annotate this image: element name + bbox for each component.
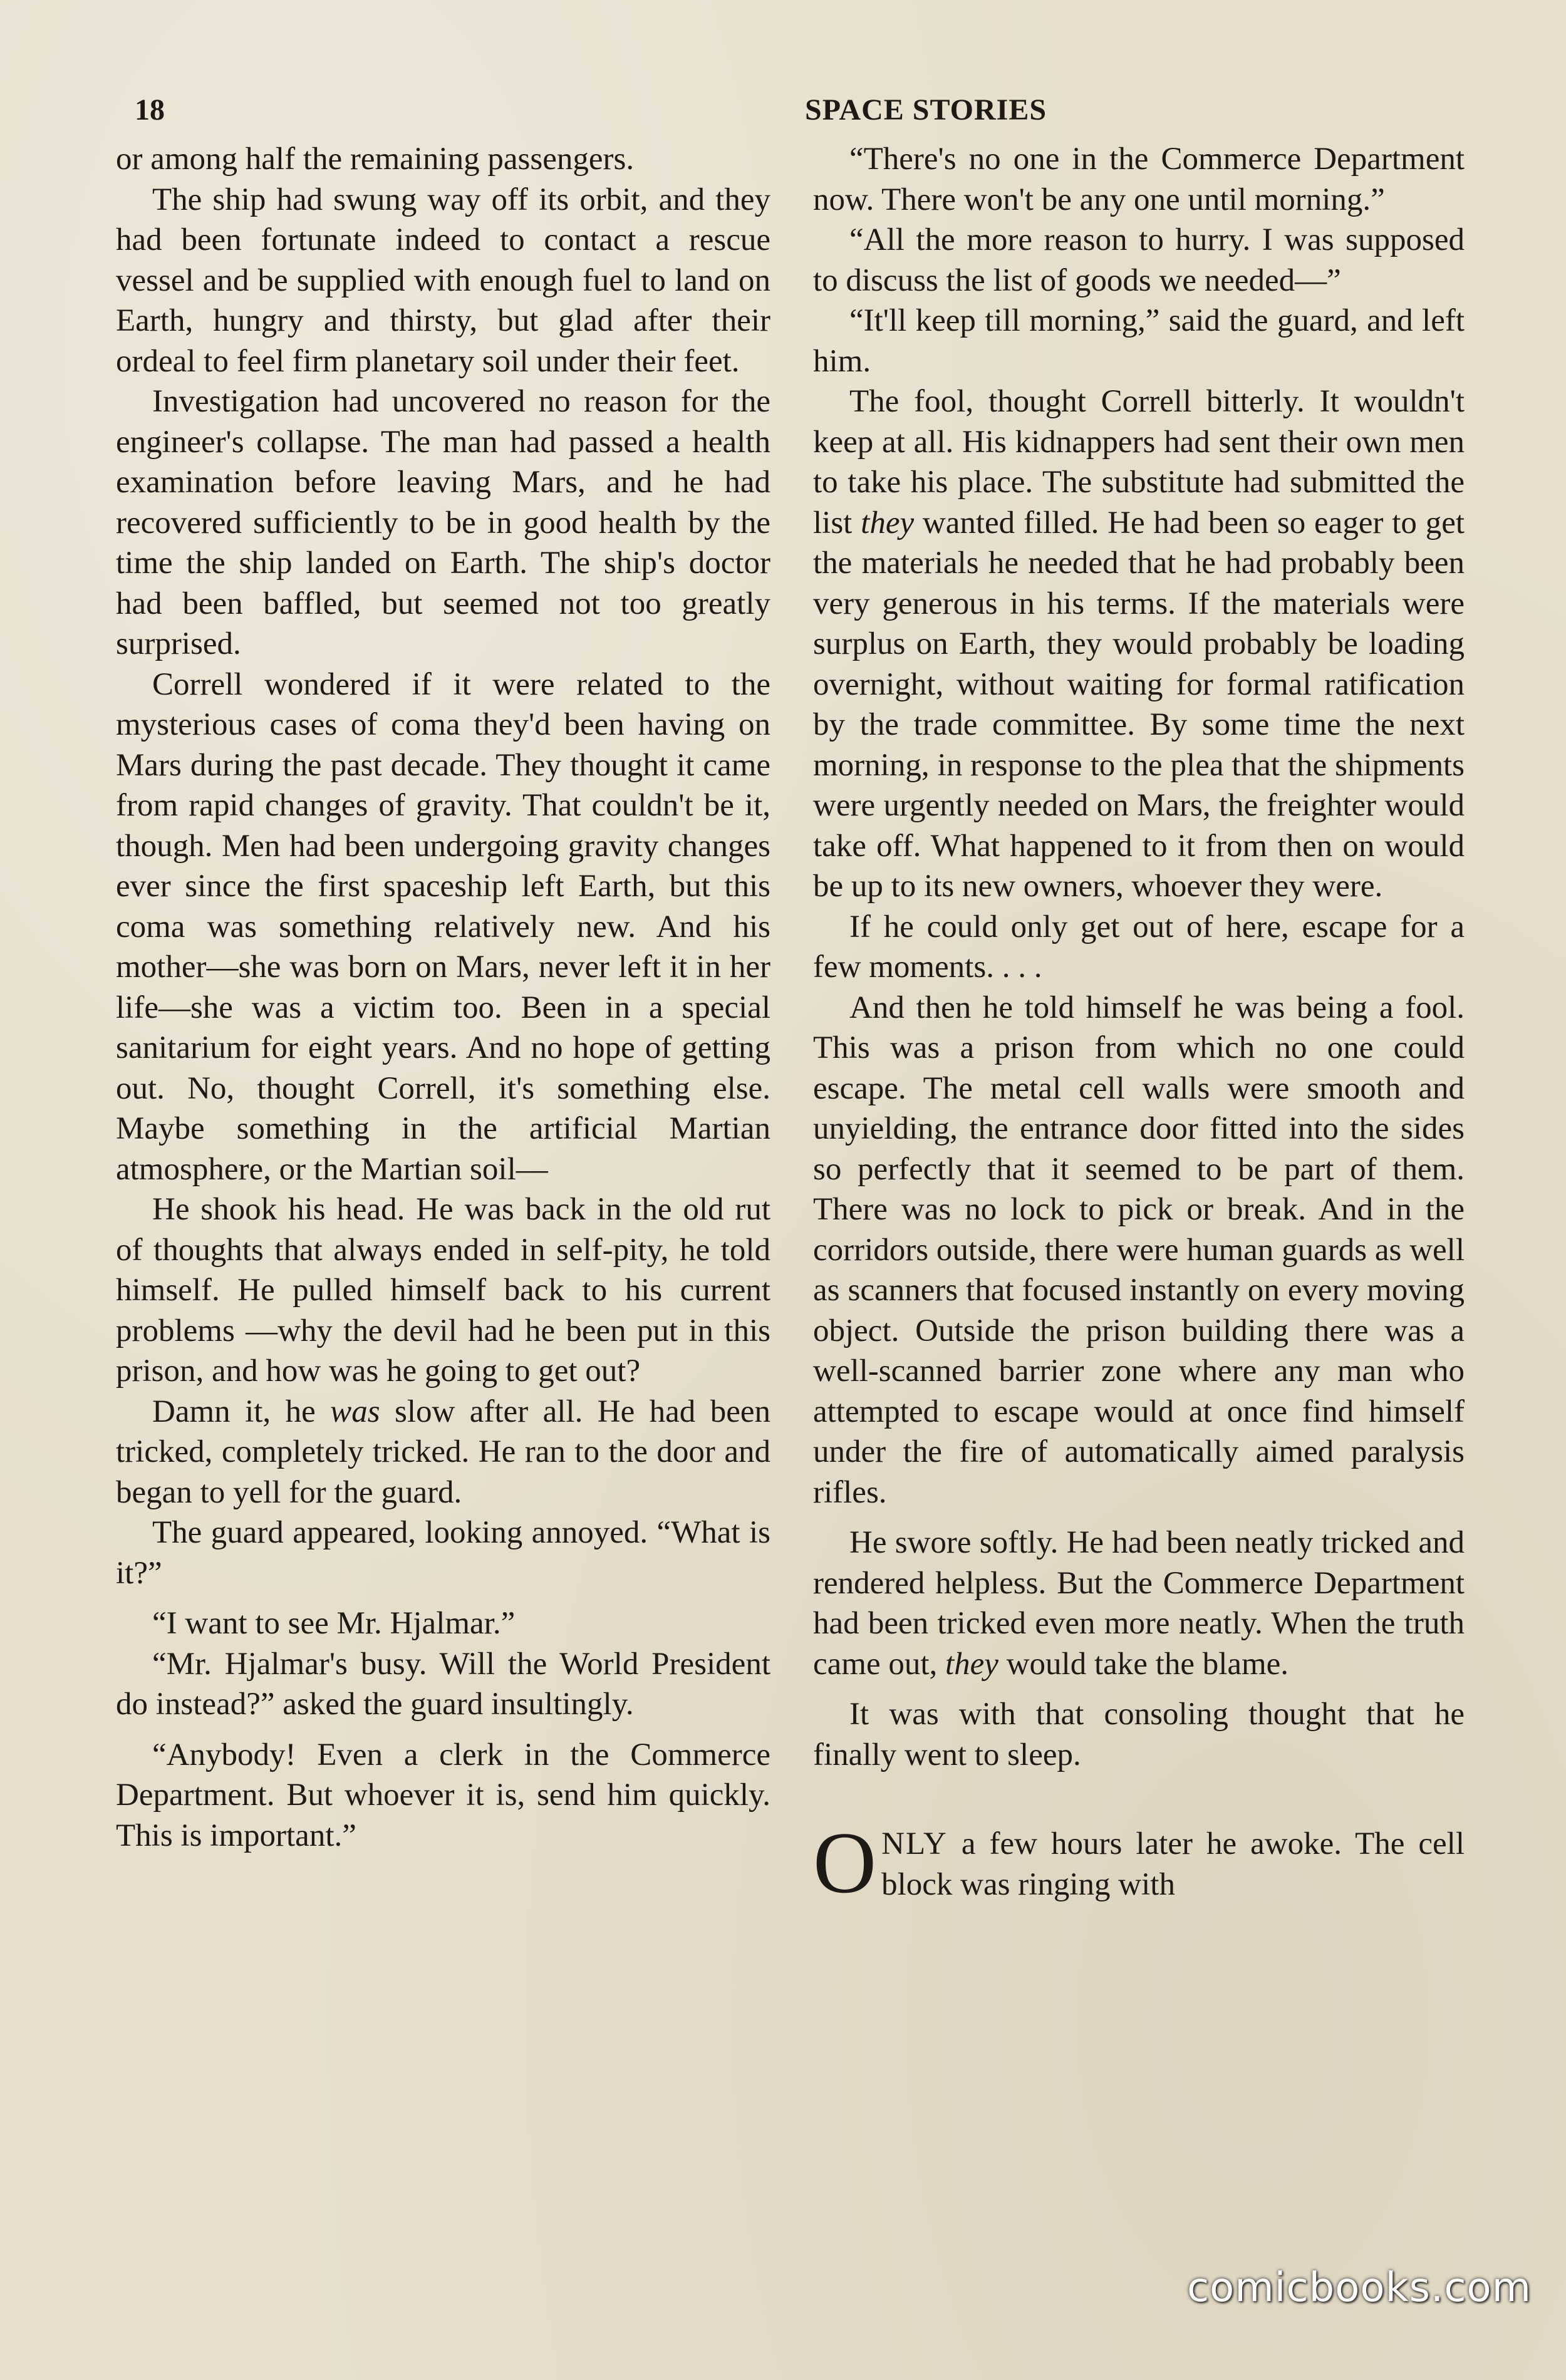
paragraph — [813, 1523, 1465, 1684]
paragraph: Correll wondered if it were related to the mysterious cases of coma they'd been having on Mars during the past decade. They thought it came from rapid changes of gravity. That couldn't be it, though. Men had been undergoing gravity changes ever since the first spaceship left Earth, but this coma was something relatively new. And his mother—she was born on Mars, never left it in her life—she was a victim too. Been in a special sanitarium for eight years. And no hope of getting out. No, thought Correll, it's something else. Maybe something in the artificial Martian atmosphere, or the Martian soil— — [116, 666, 770, 1187]
paragraph: “I want to see Mr. Hjalmar.” — [152, 1606, 516, 1641]
paragraph: “Mr. Hjalmar's busy. Will the World President do instead?” asked the guard insultingly. — [116, 1646, 770, 1722]
right-column — [813, 139, 1465, 1912]
text-run: a few hours later he awoke. The cell block was ringing with — [881, 1826, 1465, 1902]
drop-cap: O — [813, 1814, 877, 1912]
running-title: SPACE STORIES — [805, 93, 1047, 127]
small-caps-lead: NLY — [881, 1826, 948, 1861]
section-opening-paragraph — [813, 1814, 1465, 1912]
paragraph — [116, 1392, 770, 1513]
text-run: slow after all. He had been tricked, completely tricked. He ran to the door and began to yell for the guard. — [116, 1394, 771, 1510]
left-column — [116, 139, 770, 1856]
paragraph: The ship had swung way off its orbit, and they had been fortunate indeed to contact a rescue vessel and be supplied with enough fuel to land on Earth, hungry and thirsty, but glad after their ordeal to feel firm planetary soil under their feet. — [116, 182, 770, 379]
paragraph: He shook his head. He was back in the old rut of thoughts that always ended in self-pity, he told himself. He pulled himself back to his current problems —why the devil had he been put in this prison, and how was he going to get out? — [116, 1192, 770, 1389]
paragraph: “It'll keep till morning,” said the guard, and left him. — [813, 303, 1465, 379]
spacer — [116, 1593, 770, 1603]
text-run: Damn it, he — [152, 1394, 316, 1429]
paragraph: And then he told himself he was being a fool. This was a prison from which no one could escape. The metal cell walls were smooth and unyielding, the entrance door fitted into the sides so perfectly that it seemed to be part of them. There was no lock to pick or break. And in the corridors outside, there were human guards as well as scanners that focused instantly on every moving object. Outside the prison building there was a well-scanned barrier zone where any man who attempted to escape would at once find himself under the fire of automatically aimed paralysis rifles. — [813, 990, 1465, 1510]
italic-text: they — [861, 505, 915, 541]
spacer — [813, 1513, 1465, 1523]
paragraph: Investigation had uncovered no reason for the engineer's collapse. The man had passed a health examination before leaving Mars, and he had recovered sufficiently to be in good health by the time the ship landed on Earth. The ship's doctor had been baffled, but seemed not too greatly surprised. — [116, 384, 770, 661]
paragraph: “Anybody! Even a clerk in the Commerce Department. But whoever it is, send him quickly. This is important.” — [116, 1737, 770, 1853]
paragraph: If he could only get out of here, escape for a few moments. . . . — [813, 909, 1465, 985]
italic-text: was — [330, 1394, 380, 1429]
paragraph: or among half the remaining passengers. — [116, 142, 635, 177]
paragraph: The guard appeared, looking annoyed. “What is it?” — [116, 1515, 770, 1591]
text-run: wanted filled. He had been so eager to get the materials he needed that he had probably been very generous in his terms. If the materials were surplus on Earth, they would probably be loading overnight, without waiting for formal ratification by the trade committee. By some time the next morning, in response to the plea that the shipments were urgently needed on Mars, the freighter would take off. What happened to it from then on would be up to its new owners, whoever they were. — [813, 505, 1465, 904]
page-number: 18 — [135, 93, 165, 127]
page-header — [135, 93, 1466, 137]
paragraph — [813, 381, 1465, 907]
paragraph: It was with that consoling thought that he finally went to sleep. — [813, 1697, 1465, 1772]
paragraph: “All the more reason to hurry. I was supposed to discuss the list of goods we needed—” — [813, 222, 1465, 298]
italic-text: they — [945, 1646, 998, 1682]
paragraph: “There's no one in the Commerce Department now. There won't be any one until morning.” — [813, 142, 1465, 217]
text-run: The fool, thought Correll bitterly. It wouldn't keep at all. His kidnappers had sent their own men to take his place. The substitute had submitted the list — [813, 384, 1465, 541]
text-run: He swore softly. He had been neatly tricked and rendered helpless. But the Commerce Department had been tricked even more neatly. When the truth came out, — [813, 1525, 1465, 1682]
watermark: comicbooks.com — [1186, 2265, 1532, 2311]
spacer — [813, 1684, 1465, 1694]
text-run: would take the blame. — [1006, 1646, 1289, 1682]
spacer — [116, 1725, 770, 1735]
